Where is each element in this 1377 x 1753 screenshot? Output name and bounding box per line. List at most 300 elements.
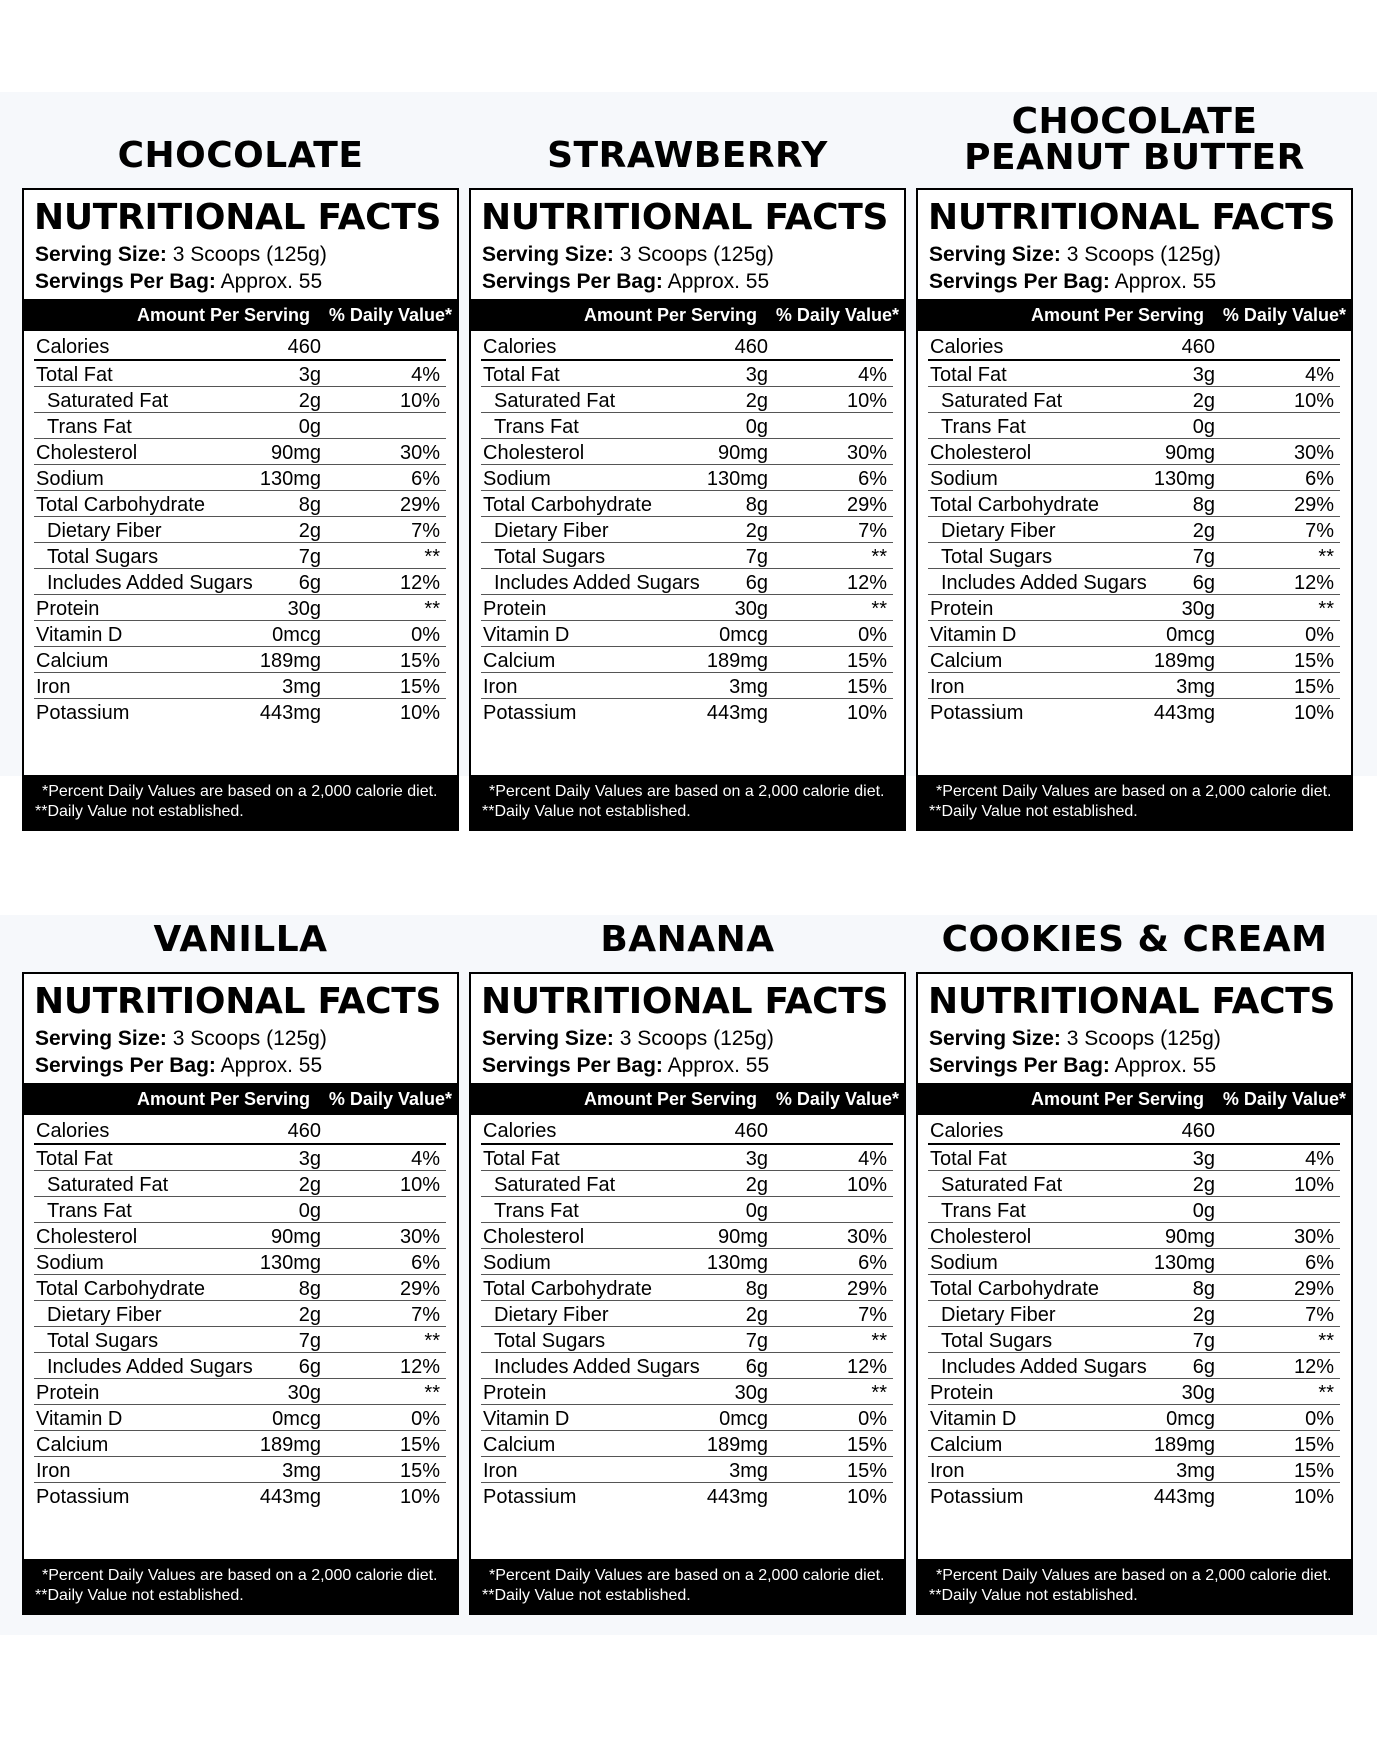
- servings-label: Servings Per Bag:: [35, 270, 216, 293]
- nutrient-name: Cholesterol: [36, 1226, 138, 1248]
- nutrient-amount: 130mg: [706, 1252, 768, 1274]
- nutrient-row: [481, 439, 893, 465]
- servings-label: Servings Per Bag:: [35, 1054, 216, 1077]
- nutrient-amount: 460: [287, 336, 321, 358]
- nutrient-amount: 2g: [1192, 1304, 1215, 1326]
- nutrient-daily-value: 4%: [858, 364, 887, 386]
- nutrient-row: [928, 673, 1340, 699]
- nutrient-name: Iron: [36, 676, 71, 698]
- nutrient-name: Dietary Fiber: [941, 520, 1056, 542]
- nutrient-row: [928, 1145, 1340, 1171]
- nutrient-amount: 2g: [745, 520, 768, 542]
- nutrient-amount: 3g: [1192, 1148, 1215, 1170]
- nutrient-row: [481, 517, 893, 543]
- serving-size-label: Serving Size:: [929, 243, 1061, 266]
- nutrient-row: [928, 361, 1340, 387]
- nutrient-row: [34, 1353, 446, 1379]
- nutrient-row: [34, 1145, 446, 1171]
- nutrient-name: Protein: [36, 598, 100, 620]
- nutrient-amount: 3mg: [729, 1460, 768, 1482]
- nutrient-daily-value: 0%: [1305, 624, 1334, 646]
- nutrient-row: [928, 1353, 1340, 1379]
- nutrient-daily-value: 0%: [858, 1408, 887, 1430]
- servings-value: Approx. 55: [1114, 1054, 1217, 1077]
- nutrient-daily-value: 6%: [411, 468, 440, 490]
- nutrient-amount: 8g: [1192, 1278, 1215, 1300]
- nutrient-daily-value: 15%: [399, 1434, 440, 1456]
- nutrient-name: Total Sugars: [47, 546, 159, 568]
- nutrient-row: [928, 413, 1340, 439]
- nutrient-amount: 3mg: [1176, 1460, 1215, 1482]
- flavor-title: STRAWBERRY: [547, 135, 828, 176]
- nutrient-amount: 3g: [298, 364, 321, 386]
- nutrient-daily-value: 12%: [1293, 1356, 1334, 1378]
- nutrient-name: Calories: [36, 336, 110, 358]
- nutrient-amount: 8g: [298, 1278, 321, 1300]
- nutrient-row: [928, 1171, 1340, 1197]
- nutrient-amount: 130mg: [259, 1252, 321, 1274]
- nutrient-amount: 443mg: [259, 1486, 321, 1508]
- nutrient-amount: 460: [1181, 336, 1215, 358]
- nutrient-row: [34, 1171, 446, 1197]
- nutrient-name: Saturated Fat: [47, 1174, 169, 1196]
- nutrient-row: [928, 517, 1340, 543]
- serving-size-label: Serving Size:: [929, 1027, 1061, 1050]
- nutrient-daily-value: **: [424, 1382, 440, 1404]
- nutrient-daily-value: 4%: [1305, 1148, 1334, 1170]
- nutrient-amount: 189mg: [706, 1434, 768, 1456]
- nutrient-name: Calories: [930, 1120, 1004, 1142]
- nutrient-amount: 0mcg: [1166, 1408, 1215, 1430]
- nutrient-daily-value: 6%: [1305, 1252, 1334, 1274]
- nutrient-amount: 30g: [287, 598, 321, 620]
- nutrient-daily-value: 15%: [1293, 650, 1334, 672]
- nutrient-table: [34, 331, 446, 725]
- nutrient-daily-value: 10%: [399, 702, 440, 724]
- serving-size-value: 3 Scoops (125g): [172, 243, 327, 266]
- nutrient-row: [481, 387, 893, 413]
- nutrient-name: Total Fat: [36, 1148, 113, 1170]
- nutrient-amount: 8g: [745, 1278, 768, 1300]
- nutrient-row: [34, 1379, 446, 1405]
- nutrient-row: [928, 491, 1340, 517]
- nutrient-amount: 3g: [745, 1148, 768, 1170]
- nutrient-name: Calcium: [36, 650, 109, 672]
- nutrient-name: Cholesterol: [483, 1226, 585, 1248]
- nutrient-name: Iron: [483, 676, 518, 698]
- nutrient-amount: 2g: [298, 1174, 321, 1196]
- daily-value-header: % Daily Value*: [328, 305, 452, 325]
- servings-value: Approx. 55: [220, 1054, 323, 1077]
- nutrient-row: [928, 1197, 1340, 1223]
- nutrient-name: Protein: [930, 598, 994, 620]
- nutrient-name: Sodium: [483, 1252, 551, 1274]
- nutrient-daily-value: 15%: [1293, 1434, 1334, 1456]
- nutrient-row: [34, 331, 446, 361]
- servings-label: Servings Per Bag:: [482, 270, 663, 293]
- nutrient-table: [34, 1115, 446, 1509]
- nutrient-daily-value: 10%: [1293, 390, 1334, 412]
- nutrient-row: [34, 647, 446, 673]
- nutrient-daily-value: 6%: [858, 1252, 887, 1274]
- nutrition-facts-label: [469, 972, 906, 1615]
- nutrient-row: [928, 1275, 1340, 1301]
- nutrient-amount: 2g: [1192, 1174, 1215, 1196]
- serving-size: [929, 242, 1221, 268]
- nutrient-daily-value: **: [1318, 1330, 1334, 1352]
- nutrient-amount: 189mg: [259, 1434, 321, 1456]
- nutrient-row: [34, 1275, 446, 1301]
- nutrient-row: [481, 595, 893, 621]
- nutrient-daily-value: 0%: [858, 624, 887, 646]
- column-header-bar: [471, 299, 904, 331]
- nutrient-daily-value: **: [871, 1382, 887, 1404]
- nutrient-row: [481, 1197, 893, 1223]
- nutrition-facts-label: [916, 188, 1353, 831]
- nutrient-daily-value: 29%: [399, 494, 440, 516]
- nutrient-name: Total Sugars: [494, 1330, 606, 1352]
- nutrient-amount: 0g: [1192, 1200, 1215, 1222]
- nutrient-name: Calcium: [483, 1434, 556, 1456]
- nutrient-amount: 7g: [298, 546, 321, 568]
- nutrient-name: Potassium: [930, 1486, 1024, 1508]
- nutrient-row: [928, 569, 1340, 595]
- facts-title: NUTRITIONAL FACTS: [481, 197, 889, 238]
- amount-per-serving-header: Amount Per Serving: [1030, 1089, 1204, 1109]
- nutrient-row: [481, 1115, 893, 1145]
- nutrient-name: Total Carbohydrate: [36, 1278, 205, 1300]
- nutrient-daily-value: 0%: [411, 1408, 440, 1430]
- nutrient-daily-value: 6%: [858, 468, 887, 490]
- nutrient-name: Includes Added Sugars: [494, 572, 700, 594]
- nutrient-daily-value: **: [1318, 598, 1334, 620]
- nutrient-row: [928, 439, 1340, 465]
- nutrient-name: Total Fat: [930, 1148, 1007, 1170]
- nutrient-name: Sodium: [483, 468, 551, 490]
- nutrient-amount: 90mg: [1164, 442, 1215, 464]
- nutrient-daily-value: 29%: [399, 1278, 440, 1300]
- nutrient-row: [928, 387, 1340, 413]
- nutrient-amount: 0mcg: [719, 1408, 768, 1430]
- nutrient-amount: 3g: [745, 364, 768, 386]
- servings-per-bag: [482, 1053, 769, 1079]
- nutrient-name: Total Sugars: [494, 546, 606, 568]
- footnote-daily-values: *Percent Daily Values are based on a 2,000 calorie diet.: [936, 783, 1332, 800]
- nutrient-daily-value: 12%: [1293, 572, 1334, 594]
- nutrient-name: Cholesterol: [483, 442, 585, 464]
- nutrient-daily-value: 10%: [846, 1486, 887, 1508]
- nutrient-name: Cholesterol: [36, 442, 138, 464]
- nutrient-amount: 6g: [298, 572, 321, 594]
- nutrient-row: [928, 543, 1340, 569]
- nutrient-row: [34, 1457, 446, 1483]
- nutrient-row: [928, 1301, 1340, 1327]
- servings-label: Servings Per Bag:: [482, 1054, 663, 1077]
- nutrient-amount: 2g: [745, 390, 768, 412]
- nutrient-name: Sodium: [36, 468, 104, 490]
- servings-value: Approx. 55: [667, 1054, 770, 1077]
- nutrient-name: Sodium: [36, 1252, 104, 1274]
- nutrient-daily-value: **: [871, 598, 887, 620]
- nutrient-name: Protein: [483, 1382, 547, 1404]
- nutrient-row: [928, 699, 1340, 725]
- nutrient-amount: 7g: [298, 1330, 321, 1352]
- nutrient-name: Sodium: [930, 468, 998, 490]
- nutrient-row: [481, 1353, 893, 1379]
- nutrient-name: Includes Added Sugars: [494, 1356, 700, 1378]
- nutrient-row: [481, 1483, 893, 1509]
- footnote-not-established: **Daily Value not established.: [929, 803, 1138, 820]
- nutrient-name: Dietary Fiber: [941, 1304, 1056, 1326]
- nutrient-daily-value: 15%: [1293, 1460, 1334, 1482]
- footnote-daily-values: *Percent Daily Values are based on a 2,000 calorie diet.: [489, 783, 885, 800]
- nutrient-row: [928, 1223, 1340, 1249]
- facts-title: NUTRITIONAL FACTS: [34, 197, 442, 238]
- nutrient-row: [34, 465, 446, 491]
- nutrient-amount: 0mcg: [1166, 624, 1215, 646]
- nutrient-amount: 130mg: [1153, 1252, 1215, 1274]
- nutrient-daily-value: 30%: [846, 442, 887, 464]
- nutrient-amount: 3g: [298, 1148, 321, 1170]
- nutrient-row: [34, 1197, 446, 1223]
- servings-per-bag: [929, 269, 1216, 295]
- nutrient-name: Trans Fat: [494, 1200, 579, 1222]
- nutrient-daily-value: 6%: [411, 1252, 440, 1274]
- flavor-title: CHOCOLATE: [117, 135, 364, 176]
- facts-title: NUTRITIONAL FACTS: [928, 981, 1336, 1022]
- nutrient-row: [928, 1483, 1340, 1509]
- nutrition-facts-label: [22, 188, 459, 831]
- daily-value-header: % Daily Value*: [775, 1089, 899, 1109]
- nutrient-amount: 443mg: [706, 702, 768, 724]
- daily-value-header: % Daily Value*: [328, 1089, 452, 1109]
- nutrient-row: [481, 543, 893, 569]
- nutrient-daily-value: 6%: [1305, 468, 1334, 490]
- nutrient-name: Trans Fat: [494, 416, 579, 438]
- nutrient-name: Total Fat: [930, 364, 1007, 386]
- nutrient-amount: 3mg: [729, 676, 768, 698]
- nutrient-name: Saturated Fat: [47, 390, 169, 412]
- nutrient-amount: 90mg: [717, 442, 768, 464]
- nutrient-amount: 130mg: [259, 468, 321, 490]
- nutrient-row: [481, 1301, 893, 1327]
- nutrient-name: Total Carbohydrate: [930, 1278, 1099, 1300]
- footnote-not-established: **Daily Value not established.: [929, 1587, 1138, 1604]
- nutrition-facts-label: [22, 972, 459, 1615]
- nutrient-amount: 443mg: [706, 1486, 768, 1508]
- nutrient-daily-value: 15%: [1293, 676, 1334, 698]
- serving-size-value: 3 Scoops (125g): [1066, 1027, 1221, 1050]
- nutrient-amount: 8g: [298, 494, 321, 516]
- serving-size-value: 3 Scoops (125g): [1066, 243, 1221, 266]
- nutrient-name: Potassium: [36, 1486, 130, 1508]
- nutrient-name: Potassium: [36, 702, 130, 724]
- nutrient-row: [928, 331, 1340, 361]
- nutrient-name: Total Sugars: [941, 546, 1053, 568]
- nutrient-daily-value: 0%: [1305, 1408, 1334, 1430]
- serving-size: [482, 1026, 774, 1052]
- nutrient-amount: 2g: [1192, 520, 1215, 542]
- nutrient-name: Total Fat: [483, 1148, 560, 1170]
- nutrient-name: Calories: [483, 336, 557, 358]
- nutrient-daily-value: **: [424, 546, 440, 568]
- nutrient-amount: 460: [1181, 1120, 1215, 1142]
- nutrient-daily-value: 10%: [399, 390, 440, 412]
- nutrient-row: [928, 1431, 1340, 1457]
- nutrient-row: [34, 413, 446, 439]
- amount-per-serving-header: Amount Per Serving: [1030, 305, 1204, 325]
- nutrient-amount: 8g: [1192, 494, 1215, 516]
- amount-per-serving-header: Amount Per Serving: [136, 305, 310, 325]
- serving-size-value: 3 Scoops (125g): [619, 243, 774, 266]
- nutrient-name: Includes Added Sugars: [47, 1356, 253, 1378]
- column-header-bar: [471, 1083, 904, 1115]
- footnote-daily-values: *Percent Daily Values are based on a 2,000 calorie diet.: [936, 1567, 1332, 1584]
- footnote-not-established: **Daily Value not established.: [35, 803, 244, 820]
- nutrient-daily-value: 10%: [1293, 1486, 1334, 1508]
- nutrient-name: Dietary Fiber: [47, 520, 162, 542]
- nutrient-name: Vitamin D: [483, 624, 570, 646]
- nutrient-row: [481, 673, 893, 699]
- nutrient-name: Dietary Fiber: [494, 520, 609, 542]
- nutrient-amount: 460: [734, 1120, 768, 1142]
- nutrient-name: Saturated Fat: [494, 390, 616, 412]
- nutrient-row: [481, 491, 893, 517]
- nutrient-row: [481, 647, 893, 673]
- nutrient-table: [928, 331, 1340, 725]
- nutrient-amount: 460: [287, 1120, 321, 1142]
- nutrient-daily-value: 30%: [399, 1226, 440, 1248]
- nutrient-row: [481, 1223, 893, 1249]
- nutrient-amount: 6g: [745, 572, 768, 594]
- servings-per-bag: [35, 269, 322, 295]
- nutrient-amount: 7g: [745, 1330, 768, 1352]
- nutrient-daily-value: 12%: [846, 1356, 887, 1378]
- nutrient-daily-value: 10%: [399, 1174, 440, 1196]
- nutrition-facts-label: [469, 188, 906, 831]
- serving-size-value: 3 Scoops (125g): [619, 1027, 774, 1050]
- daily-value-header: % Daily Value*: [1222, 305, 1346, 325]
- nutrient-name: Vitamin D: [483, 1408, 570, 1430]
- nutrient-amount: 0g: [298, 416, 321, 438]
- nutrient-daily-value: 7%: [1305, 520, 1334, 542]
- nutrient-name: Calcium: [930, 1434, 1003, 1456]
- nutrient-row: [481, 1405, 893, 1431]
- flavor-panel: [22, 0, 459, 830]
- nutrient-row: [481, 1249, 893, 1275]
- nutrient-row: [34, 1301, 446, 1327]
- nutrient-amount: 443mg: [1153, 702, 1215, 724]
- servings-value: Approx. 55: [220, 270, 323, 293]
- nutrient-amount: 8g: [745, 494, 768, 516]
- nutrient-name: Iron: [930, 676, 965, 698]
- nutrient-amount: 6g: [745, 1356, 768, 1378]
- servings-label: Servings Per Bag:: [929, 1054, 1110, 1077]
- nutrient-name: Total Sugars: [941, 1330, 1053, 1352]
- nutrient-row: [481, 465, 893, 491]
- nutrient-name: Iron: [930, 1460, 965, 1482]
- nutrient-name: Trans Fat: [941, 416, 1026, 438]
- nutrient-name: Calcium: [36, 1434, 109, 1456]
- nutrient-amount: 0mcg: [719, 624, 768, 646]
- nutrient-row: [928, 465, 1340, 491]
- nutrient-row: [481, 621, 893, 647]
- nutrient-row: [481, 361, 893, 387]
- nutrient-name: Calories: [483, 1120, 557, 1142]
- nutrient-amount: 2g: [298, 1304, 321, 1326]
- nutrient-row: [34, 569, 446, 595]
- amount-per-serving-header: Amount Per Serving: [136, 1089, 310, 1109]
- nutrient-name: Calories: [36, 1120, 110, 1142]
- nutrient-name: Protein: [930, 1382, 994, 1404]
- nutrient-row: [928, 621, 1340, 647]
- nutrient-daily-value: 15%: [846, 676, 887, 698]
- flavor-title: CHOCOLATE PEANUT BUTTER: [964, 101, 1305, 178]
- nutrient-amount: 460: [734, 336, 768, 358]
- nutrient-amount: 6g: [298, 1356, 321, 1378]
- nutrient-amount: 90mg: [717, 1226, 768, 1248]
- footnote-not-established: **Daily Value not established.: [482, 1587, 691, 1604]
- nutrient-row: [34, 699, 446, 725]
- nutrient-amount: 2g: [1192, 390, 1215, 412]
- nutrient-daily-value: 15%: [846, 650, 887, 672]
- nutrient-name: Dietary Fiber: [47, 1304, 162, 1326]
- nutrient-daily-value: 15%: [846, 1460, 887, 1482]
- servings-value: Approx. 55: [667, 270, 770, 293]
- flavor-title: COOKIES & CREAM: [941, 919, 1328, 960]
- nutrient-name: Total Carbohydrate: [36, 494, 205, 516]
- nutrient-amount: 130mg: [1153, 468, 1215, 490]
- nutrient-daily-value: 30%: [846, 1226, 887, 1248]
- nutrient-amount: 0g: [1192, 416, 1215, 438]
- footnote-not-established: **Daily Value not established.: [482, 803, 691, 820]
- nutrient-row: [928, 1327, 1340, 1353]
- footnote-daily-values: *Percent Daily Values are based on a 2,000 calorie diet.: [489, 1567, 885, 1584]
- nutrient-daily-value: 4%: [858, 1148, 887, 1170]
- nutrient-name: Includes Added Sugars: [941, 1356, 1147, 1378]
- daily-value-header: % Daily Value*: [775, 305, 899, 325]
- nutrient-amount: 30g: [287, 1382, 321, 1404]
- nutrient-daily-value: **: [871, 1330, 887, 1352]
- nutrient-daily-value: **: [1318, 1382, 1334, 1404]
- nutrient-daily-value: 29%: [846, 1278, 887, 1300]
- nutrient-daily-value: **: [1318, 546, 1334, 568]
- nutrient-name: Trans Fat: [941, 1200, 1026, 1222]
- nutrient-daily-value: 30%: [399, 442, 440, 464]
- flavor-panel: [469, 784, 906, 1614]
- nutrient-daily-value: 10%: [399, 1486, 440, 1508]
- serving-size: [929, 1026, 1221, 1052]
- nutrient-name: Total Carbohydrate: [483, 1278, 652, 1300]
- nutrient-name: Total Carbohydrate: [930, 494, 1099, 516]
- flavor-panel: [22, 784, 459, 1614]
- nutrient-daily-value: 10%: [1293, 702, 1334, 724]
- serving-size-label: Serving Size:: [482, 243, 614, 266]
- nutrient-daily-value: 30%: [1293, 442, 1334, 464]
- footnote-not-established: **Daily Value not established.: [35, 1587, 244, 1604]
- facts-title: NUTRITIONAL FACTS: [481, 981, 889, 1022]
- nutrient-daily-value: 10%: [846, 702, 887, 724]
- nutrient-row: [34, 361, 446, 387]
- nutrient-name: Sodium: [930, 1252, 998, 1274]
- nutrient-name: Iron: [36, 1460, 71, 1482]
- nutrient-amount: 7g: [1192, 546, 1215, 568]
- nutrient-amount: 189mg: [706, 650, 768, 672]
- nutrient-table: [928, 1115, 1340, 1509]
- footnote-bar: [918, 1559, 1351, 1613]
- servings-label: Servings Per Bag:: [929, 270, 1110, 293]
- nutrient-daily-value: 0%: [411, 624, 440, 646]
